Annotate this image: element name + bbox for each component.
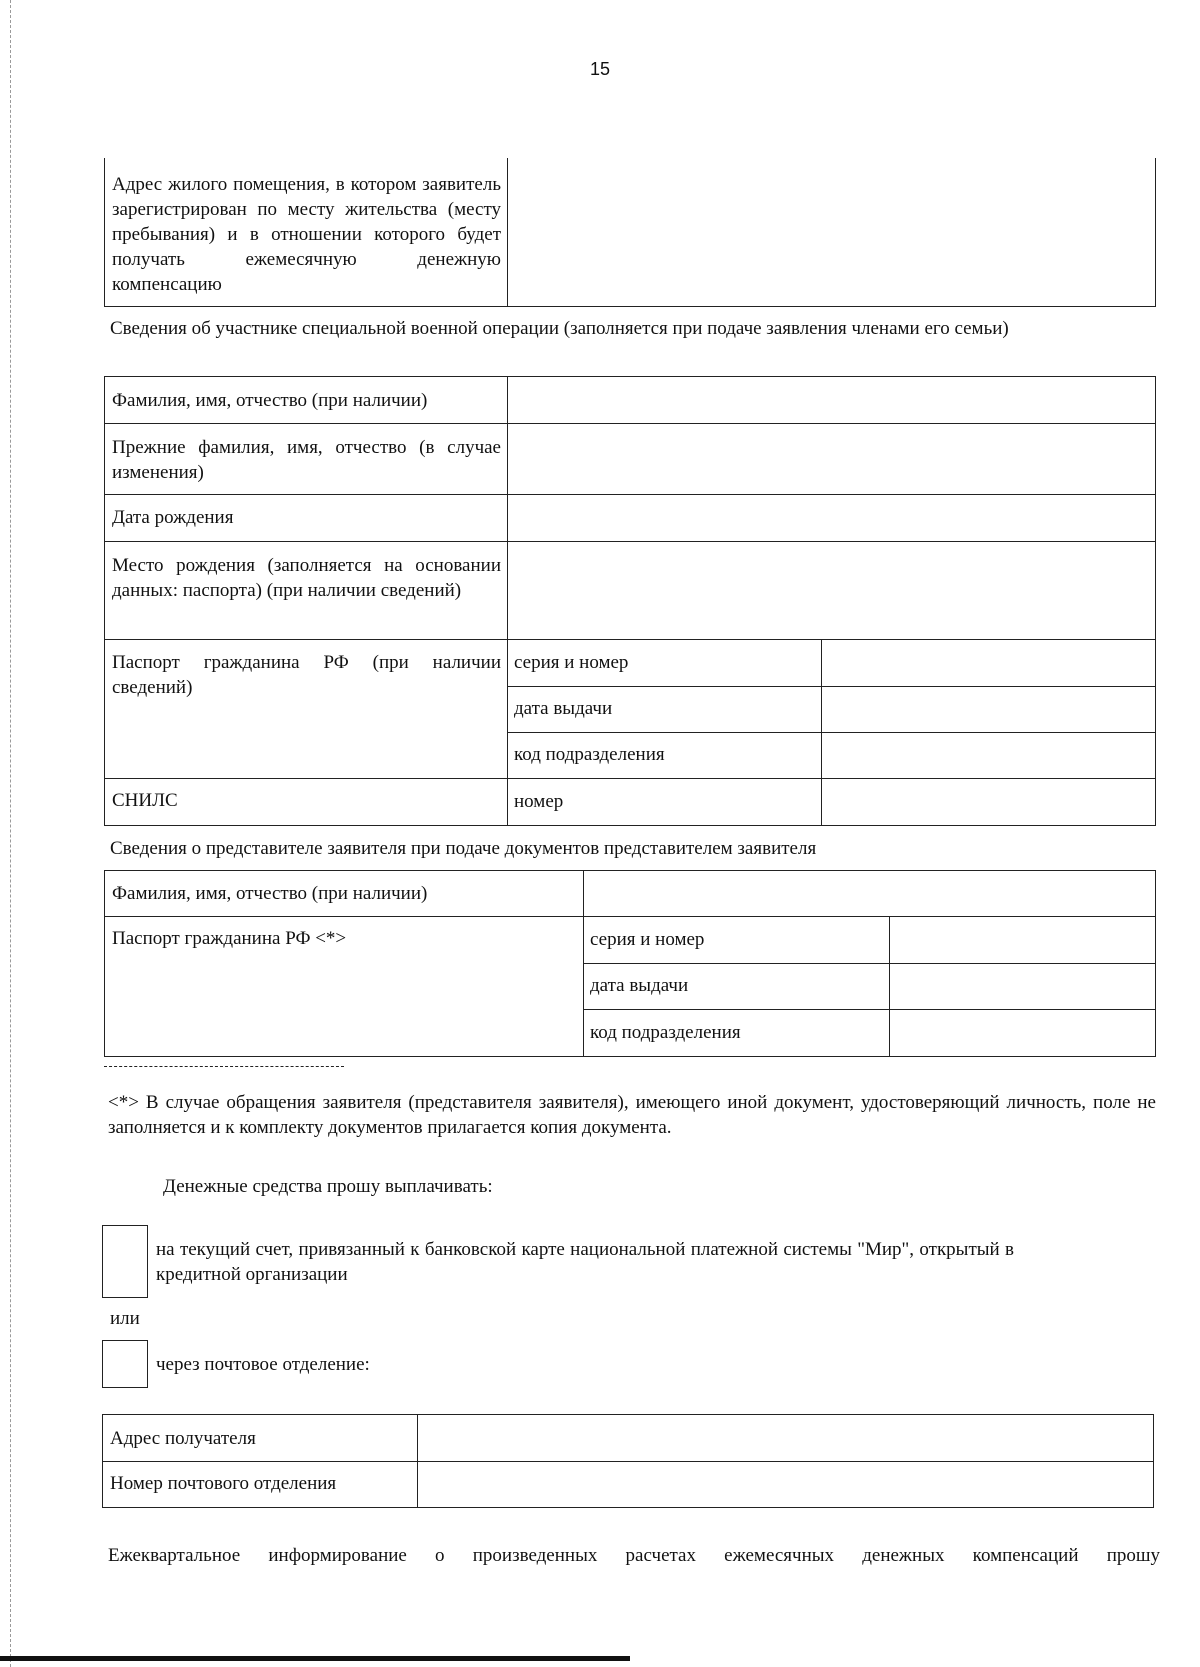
representative-section-heading: Сведения о представителе заявителя при подаче документов представителем заявителя	[110, 838, 817, 859]
participant-passport-division-code-label: код подразделения	[507, 732, 822, 779]
recipient-address-label: Адрес получателя	[102, 1414, 418, 1462]
participant-section-heading: Сведения об участнике специальной военной операции (заполняется при подаче заявления членами его семьи)	[110, 318, 1009, 339]
quarterly-informing-text: Ежеквартальное информирование о произведенных расчетах ежемесячных денежных компенсаций прошу	[108, 1545, 1160, 1566]
participant-passport-division-code-value[interactable]	[821, 732, 1156, 779]
payment-card-checkbox[interactable]	[102, 1225, 148, 1298]
payment-card-option-label: на текущий счет, привязанный к банковской карте национальной платежной системы "Мир", открытый в кредитной организации	[156, 1239, 1014, 1285]
or-label: или	[110, 1308, 140, 1329]
participant-passport-series-value[interactable]	[821, 639, 1156, 687]
representative-passport-division-code-value[interactable]	[889, 1009, 1156, 1057]
representative-passport-label: Паспорт гражданина РФ <*>	[104, 916, 584, 1057]
representative-full-name-value[interactable]	[583, 870, 1156, 917]
participant-birth-place-label: Место рождения (заполняется на основании данных: паспорта) (при наличии сведений)	[104, 541, 508, 640]
representative-passport-series-value[interactable]	[889, 916, 1156, 964]
registration-address-value[interactable]	[507, 158, 1156, 307]
footnote-text: <*> В случае обращения заявителя (представителя заявителя), имеющего иной документ, удостоверяющий личность, поле не заполняется и к комплекту документов прилагается копия документа.	[108, 1092, 1156, 1138]
participant-passport-issue-date-value[interactable]	[821, 686, 1156, 733]
participant-passport-issue-date-label: дата выдачи	[507, 686, 822, 733]
page-number: 15	[589, 59, 611, 79]
representative-passport-series-label: серия и номер	[583, 916, 890, 964]
participant-birth-place-value[interactable]	[507, 541, 1156, 640]
payment-post-checkbox[interactable]	[102, 1340, 148, 1388]
participant-full-name-value[interactable]	[507, 376, 1156, 424]
participant-birth-date-value[interactable]	[507, 494, 1156, 542]
participant-full-name-label: Фамилия, имя, отчество (при наличии)	[104, 376, 508, 424]
participant-snils-label: СНИЛС	[104, 778, 508, 826]
post-office-number-value[interactable]	[417, 1461, 1154, 1508]
recipient-address-value[interactable]	[417, 1414, 1154, 1462]
representative-passport-issue-date-label: дата выдачи	[583, 963, 890, 1010]
participant-passport-series-label: серия и номер	[507, 639, 822, 687]
representative-passport-division-code-label: код подразделения	[583, 1009, 890, 1057]
representative-full-name-label: Фамилия, имя, отчество (при наличии)	[104, 870, 584, 917]
scan-left-edge	[10, 0, 12, 1667]
participant-previous-name-value[interactable]	[507, 423, 1156, 495]
payment-section-heading: Денежные средства прошу выплачивать:	[163, 1176, 493, 1197]
payment-post-option-label: через почтовое отделение:	[156, 1354, 370, 1375]
participant-snils-number-label: номер	[507, 778, 822, 826]
registration-address-label: Адрес жилого помещения, в котором заявитель зарегистрирован по месту жительства (месту пребывания) и в отношении которого будет получать ежемесячную денежную компенсацию	[104, 158, 508, 307]
participant-birth-date-label: Дата рождения	[104, 494, 508, 542]
participant-snils-value[interactable]	[821, 778, 1156, 826]
footnote-separator-text	[104, 1058, 264, 1074]
post-office-number-label: Номер почтового отделения	[102, 1461, 418, 1508]
participant-passport-label: Паспорт гражданина РФ (при наличии сведений)	[104, 639, 508, 779]
scan-bottom-edge	[0, 1656, 630, 1661]
representative-passport-issue-date-value[interactable]	[889, 963, 1156, 1010]
participant-previous-name-label: Прежние фамилия, имя, отчество (в случае изменения)	[104, 423, 508, 495]
